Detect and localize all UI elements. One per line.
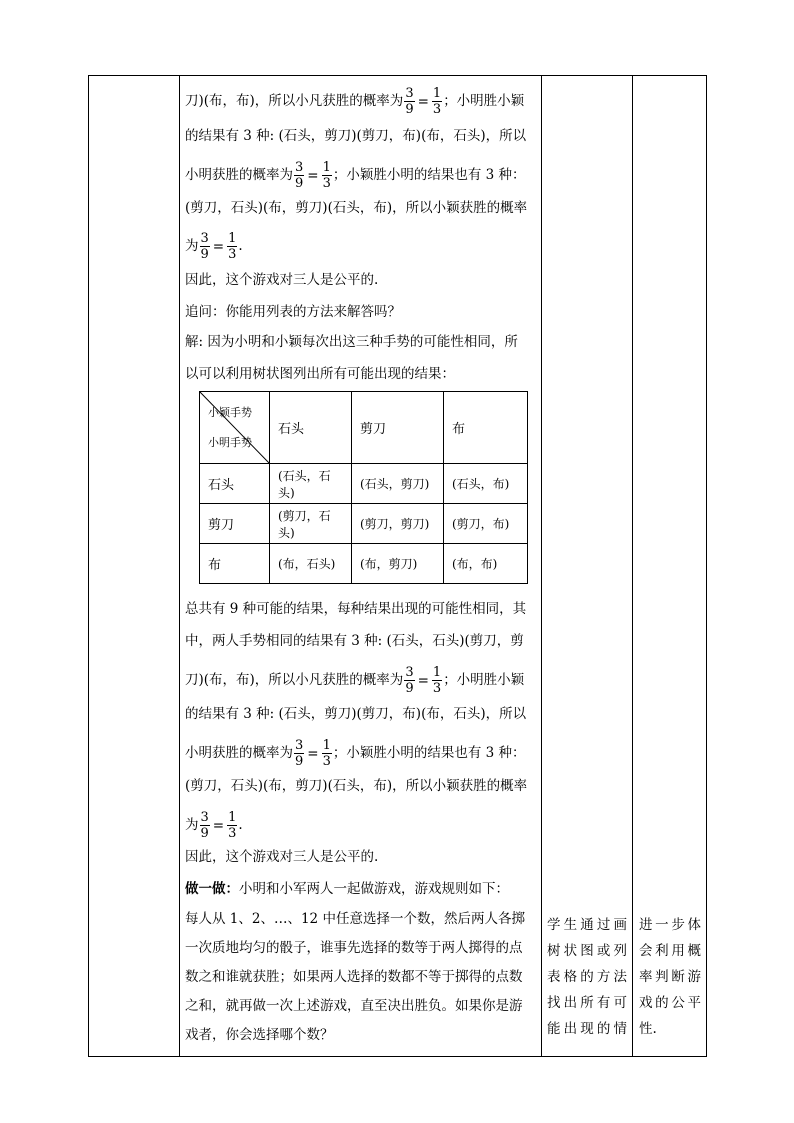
table-cell: (石头，布) <box>444 464 528 504</box>
purpose-text-line: 戏的公平 <box>639 995 701 1011</box>
text-line: 做一做：小明和小军两人一起做游戏，游戏规则如下： <box>185 881 509 897</box>
table-cell: (布，石头) <box>270 544 352 584</box>
text-line: 刀)(布，布)，所以小凡获胜的概率为 $\frac{3}{9}$ = $\frac{1}{3}$ ；小明胜小颖 <box>185 665 525 696</box>
result-table <box>199 391 528 584</box>
fraction: $\frac{1}{3}$ <box>432 86 442 117</box>
text-line: 追问：你能用列表的方法来解答吗？ <box>185 304 401 320</box>
row-header: 剪刀 <box>200 504 270 544</box>
text-line: 戏者，你会选择哪个数？ <box>185 1027 334 1043</box>
student-text-line: 能出现的情 <box>547 1021 627 1037</box>
text-line: 小明获胜的概率为 $\frac{3}{9}$ = $\frac{1}{3}$ ；小颖胜小明的结果也有 3 种： <box>185 160 526 191</box>
lesson-table <box>88 75 707 1057</box>
text-line: 每人从 1、2、…、12 中任意选择一个数，然后两人各掷 <box>185 911 525 927</box>
fraction: $\frac{3}{9}$ <box>200 231 209 262</box>
table-cell: (布，剪刀) <box>352 544 444 584</box>
text-line: 一次质地均匀的骰子，谁事先选择的数等于两人掷得的点 <box>185 940 523 956</box>
fraction: $\frac{3}{9}$ <box>405 665 414 696</box>
column-divider <box>632 76 633 1056</box>
table-cell: (剪刀，石头) <box>270 504 352 544</box>
fraction: $\frac{1}{3}$ <box>322 160 331 191</box>
col-header: 石头 <box>270 392 352 464</box>
purpose-text-line: 性. <box>639 1021 657 1037</box>
column-divider <box>541 76 542 1056</box>
row-header: 布 <box>200 544 270 584</box>
text-line: 的结果有 3 种: (石头，剪刀)(剪刀，布)(布，石头)，所以 <box>185 128 527 144</box>
text-line: 为 $\frac{3}{9}$ = $\frac{1}{3}$ . <box>185 231 243 262</box>
column-divider <box>179 76 180 1056</box>
text-line: 之和，就再做一次上述游戏，直至决出胜负。如果你是游 <box>185 998 523 1014</box>
purpose-text-line: 会利用概 <box>639 943 701 959</box>
table-row <box>200 504 528 544</box>
table-row <box>200 392 528 464</box>
corner-top-label: 小颖手势 <box>208 406 252 419</box>
text-line: 数之和谁就获胜；如果两人选择的数都不等于掷得的点数 <box>185 969 523 985</box>
student-text-line: 学生通过画 <box>547 917 627 933</box>
text-line: 解: 因为小明和小颖每次出这三种手势的可能性相同，所 <box>185 334 518 350</box>
purpose-text-line: 进一步体 <box>639 917 701 933</box>
student-text-line: 树状图或列 <box>547 943 627 959</box>
row-header: 石头 <box>200 464 270 504</box>
fraction: $\frac{1}{3}$ <box>228 810 237 841</box>
text-line: 为 $\frac{3}{9}$ = $\frac{1}{3}$ . <box>185 810 243 841</box>
fraction: $\frac{1}{3}$ <box>228 231 237 262</box>
fraction: $\frac{3}{9}$ <box>295 738 304 769</box>
text-line: 小明获胜的概率为 $\frac{3}{9}$ = $\frac{1}{3}$ ；小颖胜小明的结果也有 3 种： <box>185 738 526 769</box>
table-row <box>200 544 528 584</box>
table-cell: (石头，剪刀) <box>352 464 444 504</box>
text-line: 因此，这个游戏对三人是公平的. <box>185 849 379 865</box>
activity-title: 做一做： <box>185 881 239 897</box>
diagonal-line <box>200 392 270 464</box>
text-line: 以可以利用树状图列出所有可能出现的结果： <box>185 366 455 382</box>
table-row <box>200 464 528 504</box>
col-header: 布 <box>444 392 528 464</box>
table-cell: (布，布) <box>444 544 528 584</box>
fraction: $\frac{3}{9}$ <box>295 160 304 191</box>
student-activity-column <box>547 912 627 1042</box>
corner-bottom-label: 小明手势 <box>208 436 252 449</box>
text-line: 中，两人手势相同的结果有 3 种: (石头，石头)(剪刀，剪 <box>185 633 524 649</box>
col-header: 剪刀 <box>352 392 444 464</box>
table-cell: (剪刀，布) <box>444 504 528 544</box>
fraction: $\frac{1}{3}$ <box>322 738 331 769</box>
purpose-text-line: 率判断游 <box>639 969 701 985</box>
design-purpose-column <box>639 912 701 1042</box>
text-line: (剪刀，石头)(布，剪刀)(石头，布)，所以小颖获胜的概率 <box>185 200 528 216</box>
fraction: $\frac{1}{3}$ <box>432 665 442 696</box>
table-cell: (石头，石头) <box>270 464 352 504</box>
text-line: 总共有 9 种可能的结果，每种结果出现的可能性相同，其 <box>185 601 527 617</box>
corner-cell <box>200 392 270 464</box>
text-line: 因此，这个游戏对三人是公平的. <box>185 272 379 288</box>
text-line: 的结果有 3 种: (石头，剪刀)(剪刀，布)(布，石头)，所以 <box>185 706 527 722</box>
table-cell: (剪刀，剪刀) <box>352 504 444 544</box>
student-text-line: 找出所有可 <box>547 995 627 1011</box>
fraction: $\frac{3}{9}$ <box>200 810 209 841</box>
student-text-line: 表格的方法 <box>547 969 627 985</box>
text-line: (剪刀，石头)(布，剪刀)(石头，布)，所以小颖获胜的概率 <box>185 778 528 794</box>
fraction: $\frac{3}{9}$ <box>405 86 414 117</box>
text-line: 刀)(布，布)，所以小凡获胜的概率为 $\frac{3}{9}$ = $\frac{1}{3}$ ；小明胜小颖 <box>185 86 525 117</box>
